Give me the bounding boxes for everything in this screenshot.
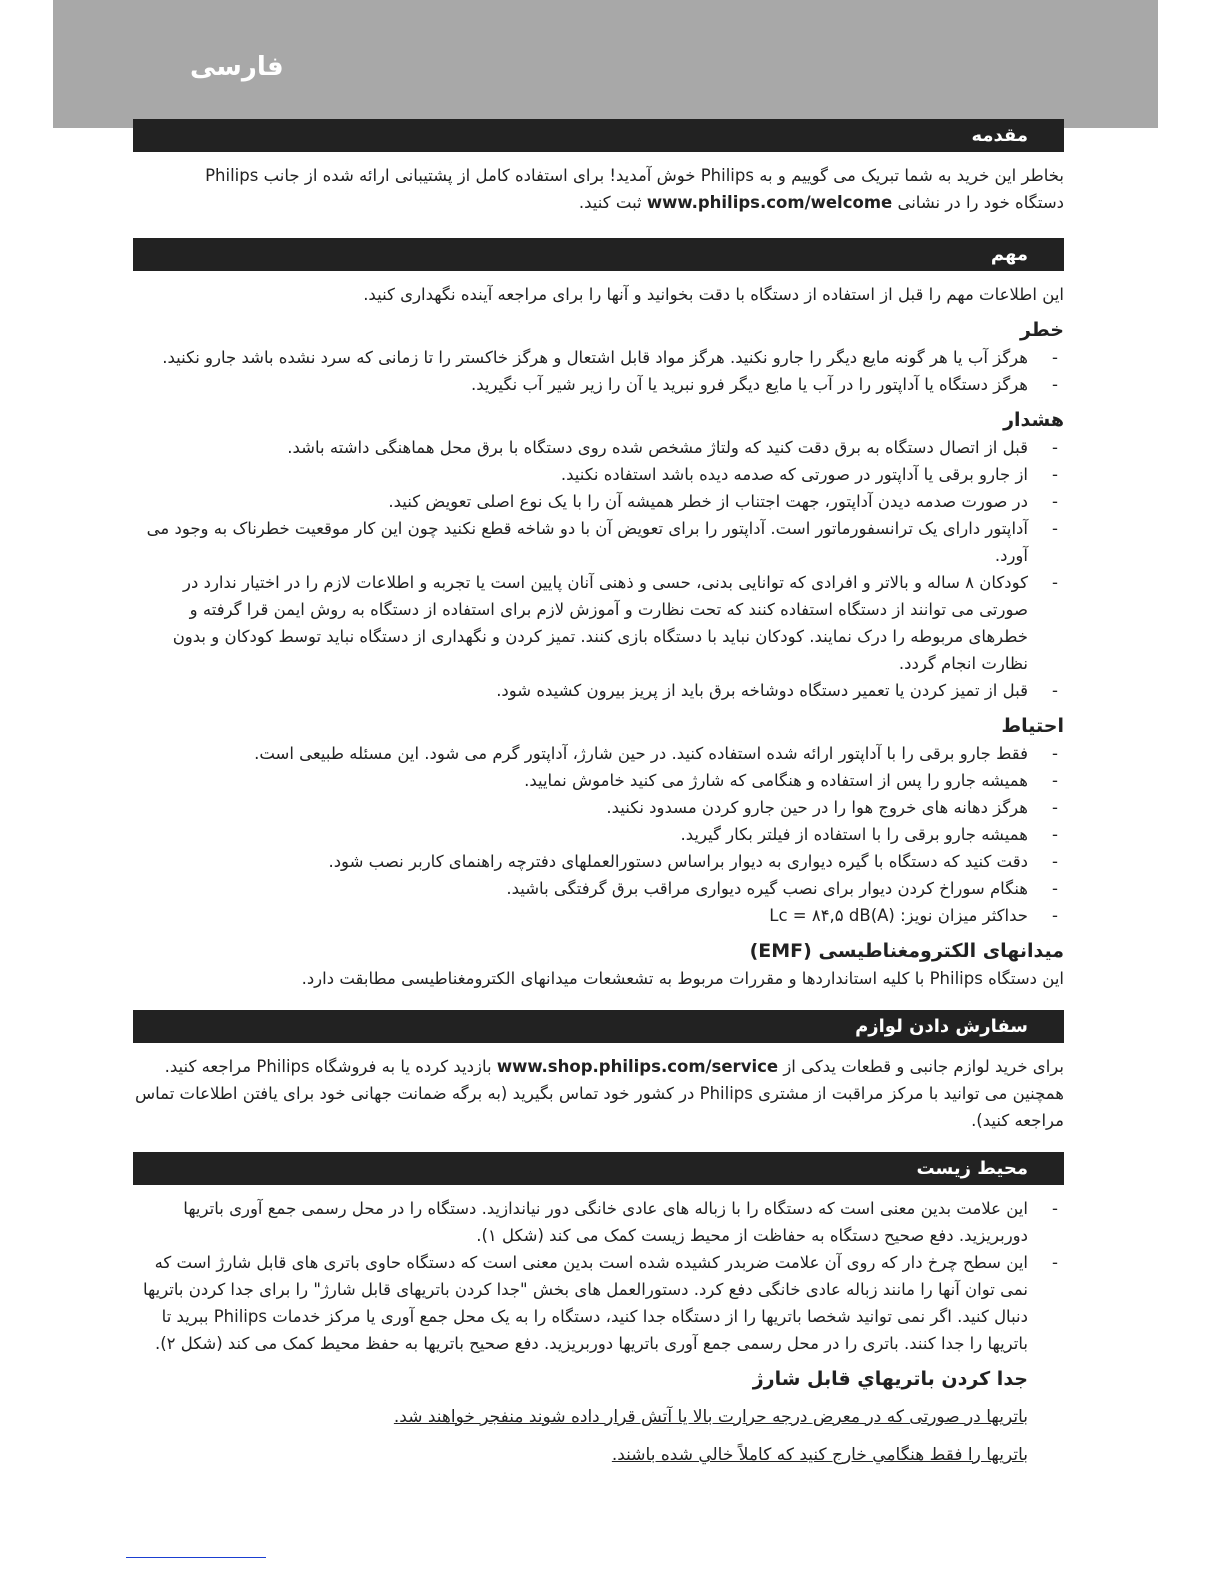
emf-text: این دستگاه Philips با کلیه استانداردها و مقررات مربوط به تشعشعات میدانهای الکترومغناطیسی مطابقت دارد. <box>301 969 1064 988</box>
list-item: - هرگز دهانه های خروج هوا را در حین جارو کردن مسدود نکنید. <box>133 794 1064 821</box>
intro-line-1: بخاطر این خرید به شما تبریک می گوییم و به Philips خوش آمدید! برای استفاده کامل از پشتیبانی ارائه شده از جانب Philips <box>205 166 1064 185</box>
document-body <box>133 119 1064 1469</box>
environment-list <box>133 1195 1064 1357</box>
list-item: - قبل از تمیز کردن یا تعمیر دستگاه دوشاخه برق باید از پریز بیرون کشیده شود. <box>133 677 1064 704</box>
danger-list <box>133 344 1064 398</box>
warning-heading: هشدار <box>1003 409 1064 431</box>
section-header-environment: محیط زیست <box>133 1152 1064 1185</box>
battery-warning-1: باتریها در صورتی که در معرض درجه حرارت بالا یا آتش قرار داده شوند منفجر خواهند شد. <box>393 1407 1028 1427</box>
caution-heading: احتیاط <box>1001 715 1064 737</box>
list-item: - هنگام سوراخ کردن دیوار برای نصب گیره دیواری مراقب برق گرفتگی باشید. <box>133 875 1064 902</box>
warning-list <box>133 434 1064 704</box>
danger-heading: خطر <box>1019 319 1064 341</box>
list-item: - این علامت بدین معنی است که دستگاه را با زباله های عادی خانگی دور نیاندازید. دستگاه را در محل رسمی جمع آوری باتریها دوربریزید. دفع صحیح دستگاه به حفاظت از محیط زیست کمک می کند (شکل ۱). <box>133 1195 1064 1249</box>
intro-line-2-pre: دستگاه خود را در نشانی <box>897 193 1064 212</box>
accessories-line-1-post: بازدید کرده یا به فروشگاه Philips <box>256 1057 492 1076</box>
list-item: - هرگز دستگاه یا آداپتور را در آب یا مایع دیگر فرو نبرید یا آن را زیر شیر آب نگیرید. <box>133 371 1064 398</box>
welcome-url[interactable]: www.philips.com/welcome <box>646 193 893 212</box>
list-item: - حداکثر میزان نویز: Lc = ۸۴,۵ dB(A) <box>133 902 1064 929</box>
list-item: - در صورت صدمه دیدن آداپتور، جهت اجتناب از خطر همیشه آن را با یک نوع اصلی تعویض کنید. <box>133 488 1064 515</box>
list-item: - همیشه جارو برقی را با استفاده از فیلتر بکار گیرید. <box>133 821 1064 848</box>
language-title: فارسی <box>190 52 284 82</box>
emf-heading: میدانهای الکترومغناطیسی (EMF) <box>749 940 1064 962</box>
battery-heading: جدا کردن باتریهاي قابل شارژ <box>752 1368 1028 1390</box>
list-item: - این سطح چرخ دار که روی آن علامت ضربدر کشیده شده است بدین معنی است که دستگاه حاوی باتری های قابل شارژ است که نمی توان آنها را مانند زباله عادی خانگی دفع کرد. دستورالعمل های بخش "جدا کردن باتریهای قابل شارژ" را برای جدا کردن باتریها دنبال کنید. اگر نمی توانید شخصا باتریها را از دستگاه جدا کنید، دستگاه را به یک محل جمع آوری یا مرکز خدمات Philips ببرید تا باتریها را جدا کنند. باتری را در محل رسمی جمع آوری باتریها دوربریزید. دفع صحیح باتریها به حفظ محیط کمک می کند (شکل ۲). <box>133 1249 1064 1357</box>
important-intro: این اطلاعات مهم را قبل از استفاده از دستگاه با دقت بخوانید و آنها را برای مراجعه آینده نگهداری کنید. <box>363 285 1064 304</box>
footer-divider <box>126 1557 266 1558</box>
intro-paragraph <box>133 162 1064 216</box>
accessories-line-1-pre: برای خرید لوازم جانبی و قطعات یدکی از <box>783 1057 1064 1076</box>
accessories-paragraph <box>133 1053 1064 1134</box>
list-item: - کودکان ۸ ساله و بالاتر و افرادی که توانایی بدنی، حسی و ذهنی آنان پایین است یا تجربه و اطلاعات لازم را در اختیار ندارد در صورتی می توانند از دستگاه استفاده کنند که تحت نظارت و آموزش لازم برای استفاده از دستگاه به روش ایمن قرا گرفته و خطرهای مربوطه را درک نمایند. کودکان نباید با دستگاه بازی کنند. تمیز کردن و نگهداری از دستگاه نباید توسط کودکان و بدون نظارت انجام گردد. <box>133 569 1064 677</box>
list-item: - دقت کنید که دستگاه با گیره دیواری به دیوار براساس دستورالعملهای دفترچه راهنمای کاربر نصب شود. <box>133 848 1064 875</box>
list-item: - هرگز آب یا هر گونه مایع دیگر را جارو نکنید. هرگز مواد قابل اشتعال و هرگز خاکستر را تا زمانی که سرد نشده باشد جارو نکنید. <box>133 344 1064 371</box>
accessories-rest: مراجعه کنید. همچنین می توانید با مرکز مراقبت از مشتری Philips در کشور خود تماس بگیرید (به برگه ضمانت جهانی خود برای یافتن اطلاعات تماس مراجعه کنید). <box>135 1057 1064 1130</box>
section-header-important: مهم <box>133 238 1064 271</box>
battery-warning-2: باتریها را فقط هنگامي خارج کنید که کاملاً خالي شده باشند. <box>611 1445 1028 1465</box>
section-header-accessories: سفارش دادن لوازم <box>133 1010 1064 1043</box>
caution-list <box>133 740 1064 929</box>
section-header-intro: مقدمه <box>133 119 1064 152</box>
list-item: - آداپتور دارای یک ترانسفورماتور است. آداپتور را برای تعویض آن با دو شاخه قطع نکنید چون این کار موقعیت خطرناک به وجود می آورد. <box>133 515 1064 569</box>
list-item: - قبل از اتصال دستگاه به برق دقت کنید که ولتاژ مشخص شده روی دستگاه با برق محل هماهنگی داشته باشد. <box>133 434 1064 461</box>
list-item: - فقط جارو برقی را با آداپتور ارائه شده استفاده کنید. در حین شارژ، آداپتور گرم می شود. این مسئله طبیعی است. <box>133 740 1064 767</box>
intro-line-2-post: ثبت کنید. <box>578 193 642 212</box>
list-item: - همیشه جارو را پس از استفاده و هنگامی که شارژ می کنید خاموش نمایید. <box>133 767 1064 794</box>
list-item: - از جارو برقی یا آداپتور در صورتی که صدمه دیده باشد استفاده نکنید. <box>133 461 1064 488</box>
shop-url[interactable]: www.shop.philips.com/service <box>496 1057 779 1076</box>
